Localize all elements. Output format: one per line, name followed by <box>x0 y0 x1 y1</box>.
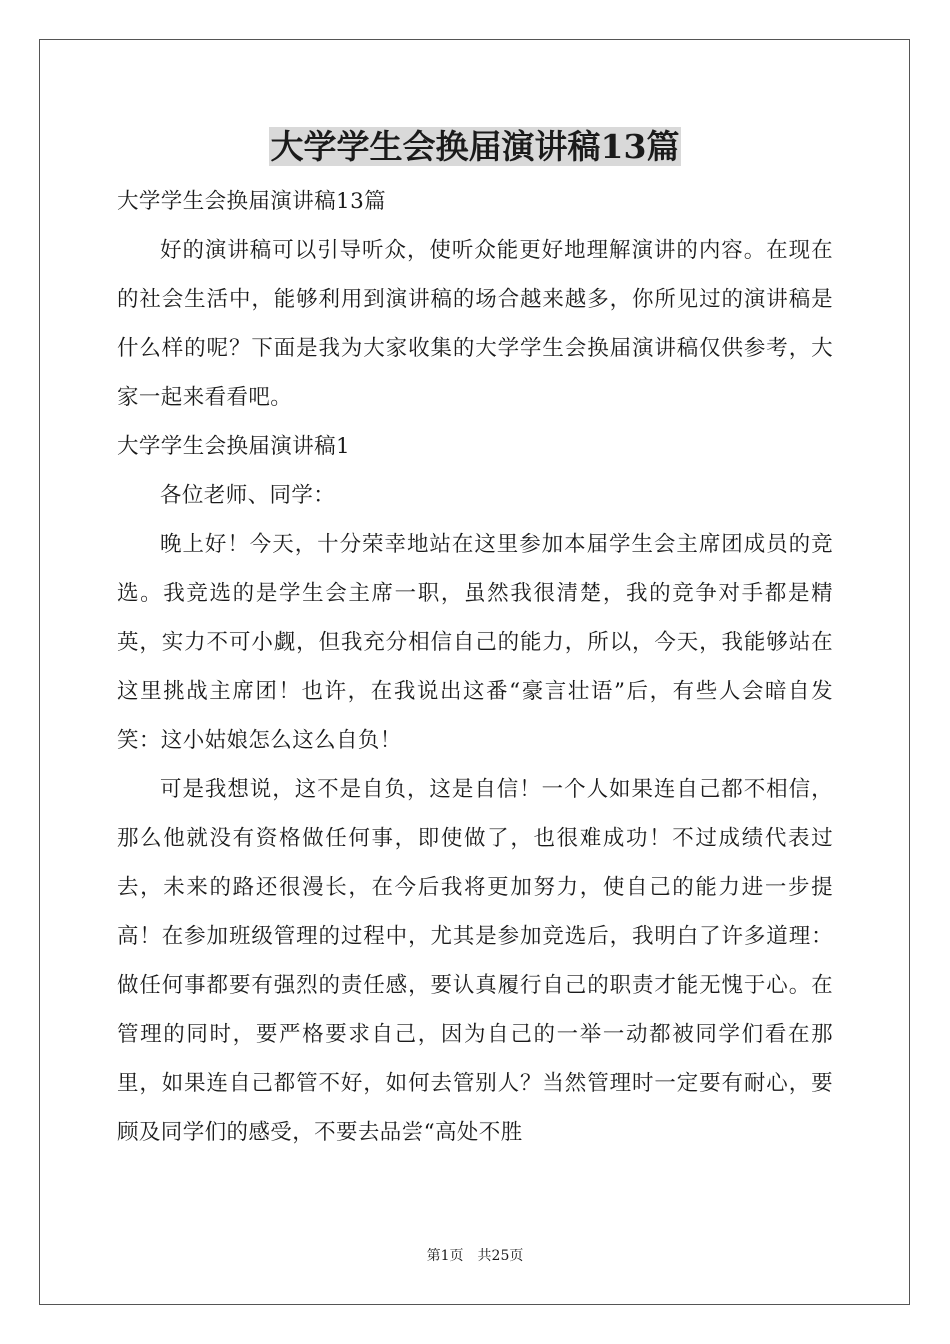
document-body <box>117 177 833 1157</box>
page-total: 共25页 <box>477 1248 524 1264</box>
page-number: 第1页 <box>426 1248 464 1264</box>
salutation: 各位老师、同学： <box>160 483 336 508</box>
document-title <box>0 124 950 170</box>
body-paragraph: 可是我想说，这不是自负，这是自信！一个人如果连自己都不相信，那么他就没有资格做任何事，即使做了，也很难成功！不过成绩代表过去，未来的路还很漫长，在今后我将更加努力，使自己的能力进一步提高！在参加班级管理的过程中，尤其是参加竞选后，我明白了许多道理：做任何事都要有强烈的责任感，要认真履行自己的职责才能无愧于心。在管理的同时，要严格要求自己，因为自己的一举一动都被同学们看在那里，如果连自己都管不好，如何去管别人？当然管理时一定要有耐心，要顾及同学们的感受，不要去品尝“高处不胜 <box>117 777 833 1145</box>
subtitle-line: 大学学生会换届演讲稿13篇 <box>117 189 387 214</box>
page-footer <box>0 1246 950 1266</box>
body-paragraph: 晚上好！今天，十分荣幸地站在这里参加本届学生会主席团成员的竞选。我竞选的是学生会主席一职，虽然我很清楚，我的竞争对手都是精英，实力不可小觑，但我充分相信自己的能力，所以，今天，我能够站在这里挑战主席团！也许，在我说出这番“豪言壮语”后，有些人会暗自发笑：这小姑娘怎么这么自负！ <box>117 532 833 753</box>
document-title-text: 大学学生会换届演讲稿13篇 <box>270 127 680 166</box>
intro-paragraph: 好的演讲稿可以引导听众，使听众能更好地理解演讲的内容。在现在的社会生活中，能够利用到演讲稿的场合越来越多，你所见过的演讲稿是什么样的呢？下面是我为大家收集的大学学生会换届演讲稿仅供参考，大家一起来看看吧。 <box>117 238 833 410</box>
section-heading-1: 大学学生会换届演讲稿1 <box>117 434 351 459</box>
